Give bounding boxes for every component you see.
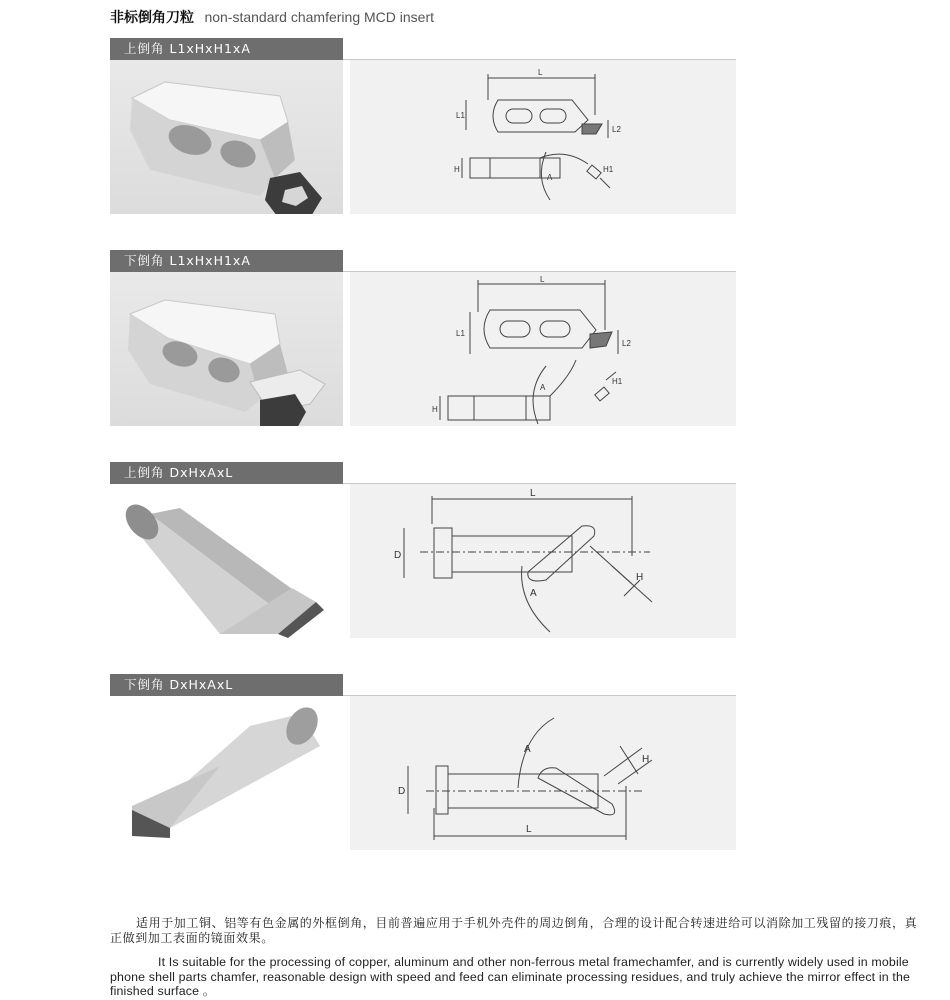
description-cn: 适用于加工铜、铝等有色金属的外框倒角，目前普遍应用于手机外壳件的周边倒角，合理的设计配合转速进给可以消除加工残留的接刀痕，真正做到加工表面的镜面效果。 [110, 916, 918, 945]
page-title-en: non-standard chamfering MCD insert [204, 9, 434, 25]
dim-label-A: A [547, 173, 553, 182]
product-section-2 [110, 250, 736, 430]
technical-drawing [350, 484, 736, 638]
technical-drawing [350, 696, 736, 850]
dim-label-H1: H1 [603, 165, 614, 174]
dim-label-H: H [636, 572, 644, 583]
dim-label-L: L [530, 488, 536, 499]
dim-label-A: A [530, 588, 537, 599]
section-label: 下倒角 DxHxAxL [110, 674, 343, 696]
product-photo [110, 60, 343, 214]
product-section-1 [110, 38, 736, 218]
description-en: It Is suitable for the processing of copper, aluminum and other non-ferrous metal framechamfer, and is currently widely used in mobile phone shell parts chamfer, reasonable design with speed and feed can eliminate processing residues, and truly achieve the mirror effect in the finished surface 。 [110, 955, 911, 998]
dim-label-L: L [540, 275, 545, 284]
dim-label-H: H [642, 754, 650, 765]
dim-label-H: H [432, 405, 438, 414]
dim-label-A: A [540, 383, 546, 392]
dim-label-A: A [524, 744, 531, 755]
product-photo [110, 484, 343, 638]
dim-label-L: L [526, 824, 532, 835]
section-label: 上倒角 L1xHxH1xA [110, 38, 343, 60]
dim-label-L1: L1 [456, 329, 465, 338]
page-title-cn: 非标倒角刀粒 [110, 10, 194, 26]
dim-label-D: D [398, 786, 406, 797]
technical-drawing [350, 272, 736, 426]
dim-label-H1: H1 [612, 377, 623, 386]
dim-label-L1: L1 [456, 111, 465, 120]
dim-label-L2: L2 [622, 339, 631, 348]
dim-label-L2: L2 [612, 125, 621, 134]
product-photo [110, 696, 343, 850]
product-section-4 [110, 674, 736, 854]
dim-label-D: D [394, 550, 402, 561]
dim-label-H: H [454, 165, 460, 174]
product-section-3 [110, 462, 736, 642]
dim-label-L: L [538, 68, 543, 77]
page-title [110, 7, 434, 27]
product-photo [110, 272, 343, 426]
section-label: 上倒角 DxHxAxL [110, 462, 343, 484]
section-label: 下倒角 L1xHxH1xA [110, 250, 343, 272]
technical-drawing [350, 60, 736, 214]
